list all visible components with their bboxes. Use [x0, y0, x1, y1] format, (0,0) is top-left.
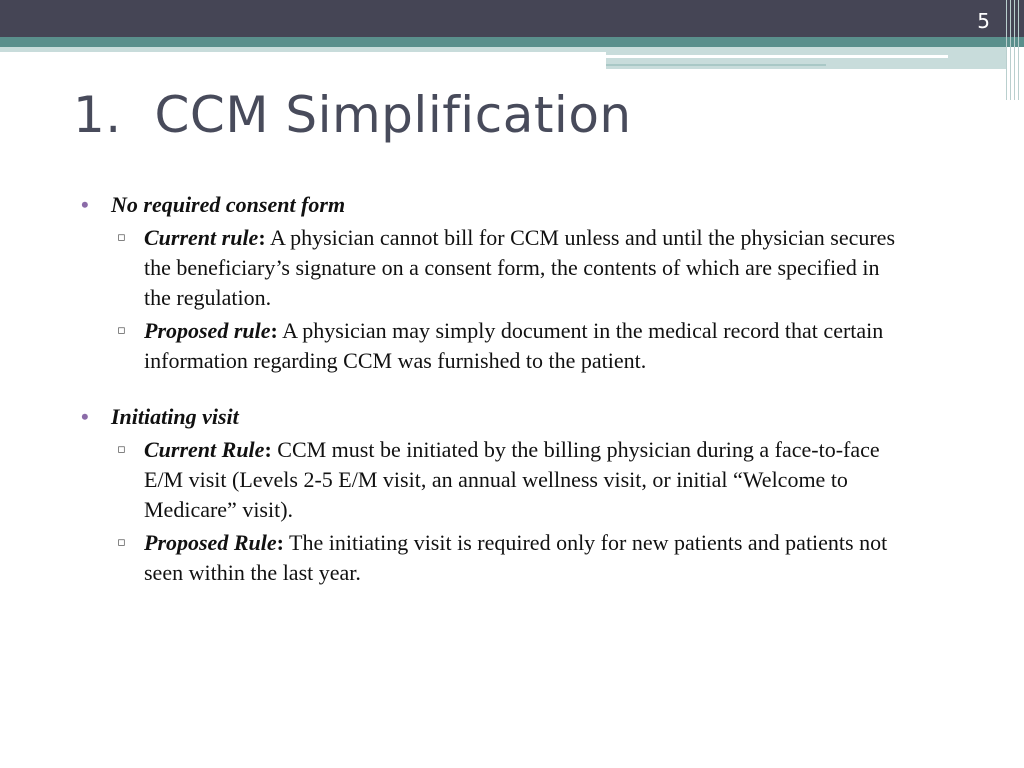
rule-label: Current Rule — [144, 437, 265, 462]
square-bullet-icon: ▫ — [117, 323, 126, 338]
sub-bullet — [80, 223, 910, 313]
rule-colon: : — [264, 437, 272, 462]
header-rule-white — [606, 55, 948, 58]
rule-text: A physician may simply document in the medical record that certain information regarding CCM was furnished to the patient. — [144, 318, 884, 373]
decorative-vertical-line — [1014, 0, 1015, 100]
rule-text: CCM must be initiated by the billing physician during a face-to-face E/M visit (Levels 2-5 E/M visit, an annual wellness visit, or initial “Welcome to Medicare” visit). — [144, 437, 880, 522]
square-bullet-icon: ▫ — [117, 442, 126, 457]
header-band-teal — [0, 37, 1024, 47]
bullet-heading-text: No required consent form — [111, 192, 346, 217]
sub-bullet — [80, 435, 910, 525]
rule-text: The initiating visit is required only for new patients and patients not seen within the last year. — [144, 530, 888, 585]
rule-text: A physician cannot bill for CCM unless and until the physician secures the beneficiary’s signature on a consent form, the contents of which are specified in the regulation. — [144, 225, 896, 310]
bullet-heading-text: Initiating visit — [111, 404, 239, 429]
section-consent-form — [80, 190, 910, 376]
bullet-dot-icon: • — [81, 192, 89, 217]
section-initiating-visit — [80, 402, 910, 588]
bullet-heading — [80, 190, 910, 220]
header-rule-teal — [606, 64, 826, 66]
square-bullet-icon: ▫ — [117, 230, 126, 245]
header-band-dark — [0, 0, 1024, 37]
rule-label: Current rule — [144, 225, 259, 250]
slide-title: 1. CCM Simplification — [73, 86, 632, 144]
sub-bullet — [80, 316, 910, 376]
square-bullet-icon: ▫ — [117, 535, 126, 550]
decorative-vertical-line — [1010, 0, 1011, 100]
bullet-heading — [80, 402, 910, 432]
rule-colon: : — [258, 225, 266, 250]
header-band-light — [0, 47, 606, 52]
rule-colon: : — [276, 530, 284, 555]
bullet-dot-icon: • — [81, 404, 89, 429]
rule-label: Proposed Rule — [144, 530, 277, 555]
rule-colon: : — [270, 318, 278, 343]
sub-bullet — [80, 528, 910, 588]
decorative-vertical-line — [1018, 0, 1019, 100]
slide-body — [80, 190, 910, 614]
slide-number: 5 — [977, 9, 990, 33]
rule-label: Proposed rule — [144, 318, 271, 343]
decorative-vertical-line — [1006, 0, 1007, 100]
